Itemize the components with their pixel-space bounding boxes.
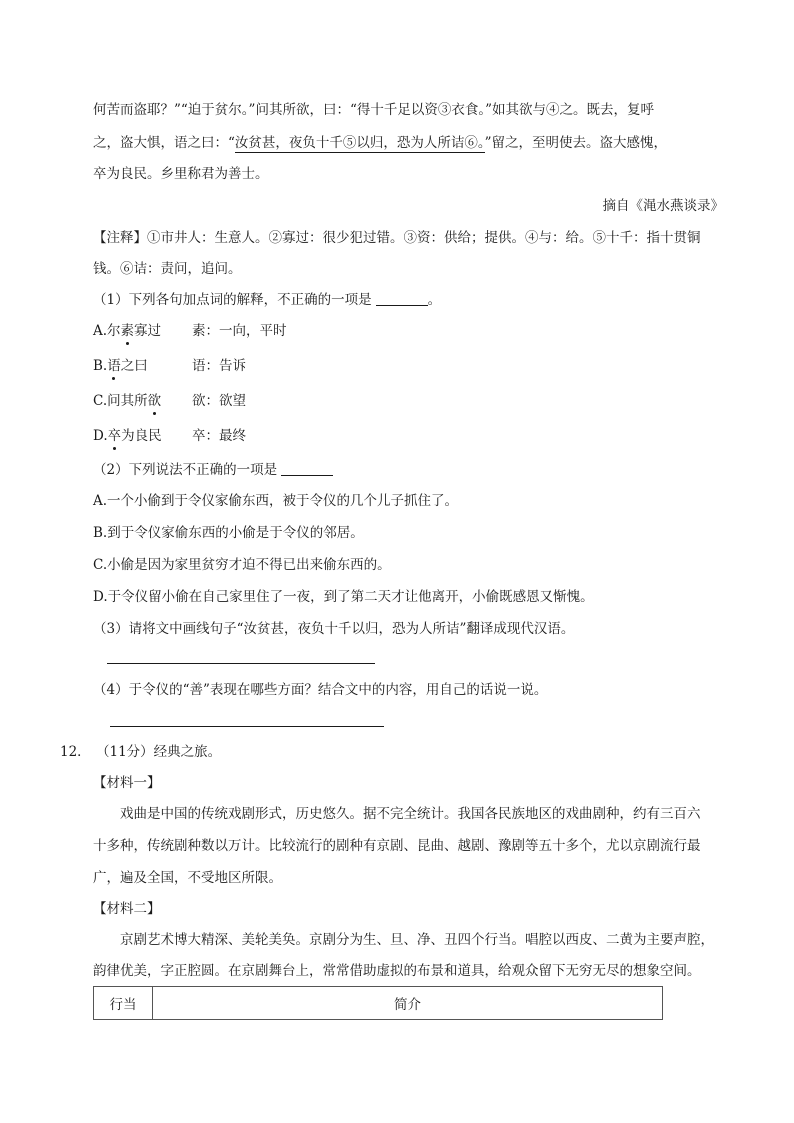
passage-line-2-before: 之，盗大惧，语之曰：“ (93, 135, 235, 151)
passage-source: 摘自《渑水燕谈录》 (602, 198, 724, 214)
q2-option-a: A.一个小偷到于令仪家偷东西，被于令仪的几个儿子抓住了。 (93, 493, 459, 509)
dotted-char: 欲 (147, 393, 162, 409)
q1-option-b: B.语之曰 (93, 358, 148, 374)
passage-line-2-after: ”留之，至明使去。盗大感愧， (484, 135, 668, 151)
q1-option-a-definition: 素：一向，平时 (192, 323, 287, 339)
question-4-stem: （4）于令仪的“善”表现在哪些方面？结合文中的内容，用自己的话说一说。 (93, 682, 548, 698)
underlined-sentence: 汝贫甚，夜负十千⑤以归，恐为人所诘⑥。 (234, 135, 485, 151)
question-12-number: 12． (60, 744, 91, 760)
roles-table (93, 986, 663, 1020)
dotted-char: 语 (107, 358, 121, 374)
answer-line-q4[interactable] (110, 726, 384, 727)
answer-line-q3[interactable] (107, 663, 375, 664)
q1-option-d-definition: 卒：最终 (192, 428, 246, 444)
table-header-role: 行当 (94, 987, 153, 1020)
table-header-intro: 简介 (153, 987, 663, 1020)
q1-option-c: C.问其所欲 (93, 393, 162, 409)
material-2-line-1: 京剧艺术博大精深、美轮美奂。京剧分为生、旦、净、丑四个行当。唱腔以西皮、二黄为主要声腔， (120, 932, 714, 948)
q1-option-d: D.卒为良民 (93, 428, 162, 444)
notes-line-1: 【注释】①市井人：生意人。②寡过：很少犯过错。③资：供给；提供。④与：给。⑤十千：指十贯铜 (93, 230, 701, 246)
material-2-heading: 【材料二】 (93, 901, 161, 917)
question-1-stem (93, 290, 723, 310)
material-1-line-3: 广，遍及全国，不受地区所限。 (93, 870, 282, 886)
passage-line-1: 何苦而盗耶？”“迫于贫尔。”问其所欲，曰：“得十千足以资③衣食。”如其欲与④之。既去，复呼 (93, 102, 655, 118)
passage-line-2 (93, 133, 723, 153)
question-2-text: （2）下列说法不正确的一项是 (93, 462, 278, 478)
material-2-line-2: 韵律优美，字正腔圆。在京剧舞台上，常常借助虚拟的布景和道具，给观众留下无穷无尽的想象空间。 (93, 963, 701, 979)
q2-option-d: D.于令仪留小偷在自己家里住了一夜，到了第二天才让他离开，小偷既感恩又惭愧。 (93, 589, 594, 605)
question-1-end: 。 (427, 292, 442, 308)
question-2-stem (93, 460, 723, 480)
dotted-char: 素 (120, 323, 135, 339)
material-1-heading: 【材料一】 (93, 775, 161, 791)
question-1-text: （1）下列各句加点词的解释，不正确的一项是 (93, 292, 372, 308)
material-1-line-2: 十多种，传统剧种数以万计。比较流行的剧种有京剧、昆曲、越剧、豫剧等五十多个，尤以京剧流行最 (93, 838, 701, 854)
table-header-row (94, 987, 663, 1020)
q1-option-a: A.尔素寡过 (93, 323, 162, 339)
notes-line-2: 钱。⑥诘：责问，追问。 (93, 261, 242, 277)
q1-option-b-definition: 语：告诉 (192, 358, 246, 374)
q1-option-c-definition: 欲：欲望 (192, 393, 246, 409)
question-3-stem: （3）请将文中画线句子“汝贫甚，夜负十千以归，恐为人所诘”翻译成现代汉语。 (93, 621, 575, 637)
q2-option-b: B.到于令仪家偷东西的小偷是于令仪的邻居。 (93, 525, 364, 541)
question-12-title: （11分）经典之旅。 (96, 744, 222, 760)
passage-line-3: 卒为良民。乡里称君为善士。 (93, 166, 269, 182)
material-1-line-1: 戏曲是中国的传统戏剧形式，历史悠久。据不完全统计。我国各民族地区的戏曲剧种，约有三百六 (120, 806, 701, 822)
q2-option-c: C.小偷是因为家里贫穷才迫不得已出来偷东西的。 (93, 557, 391, 573)
answer-blank[interactable] (281, 461, 333, 476)
dotted-char: 卒 (107, 428, 122, 444)
answer-blank[interactable] (376, 291, 428, 306)
